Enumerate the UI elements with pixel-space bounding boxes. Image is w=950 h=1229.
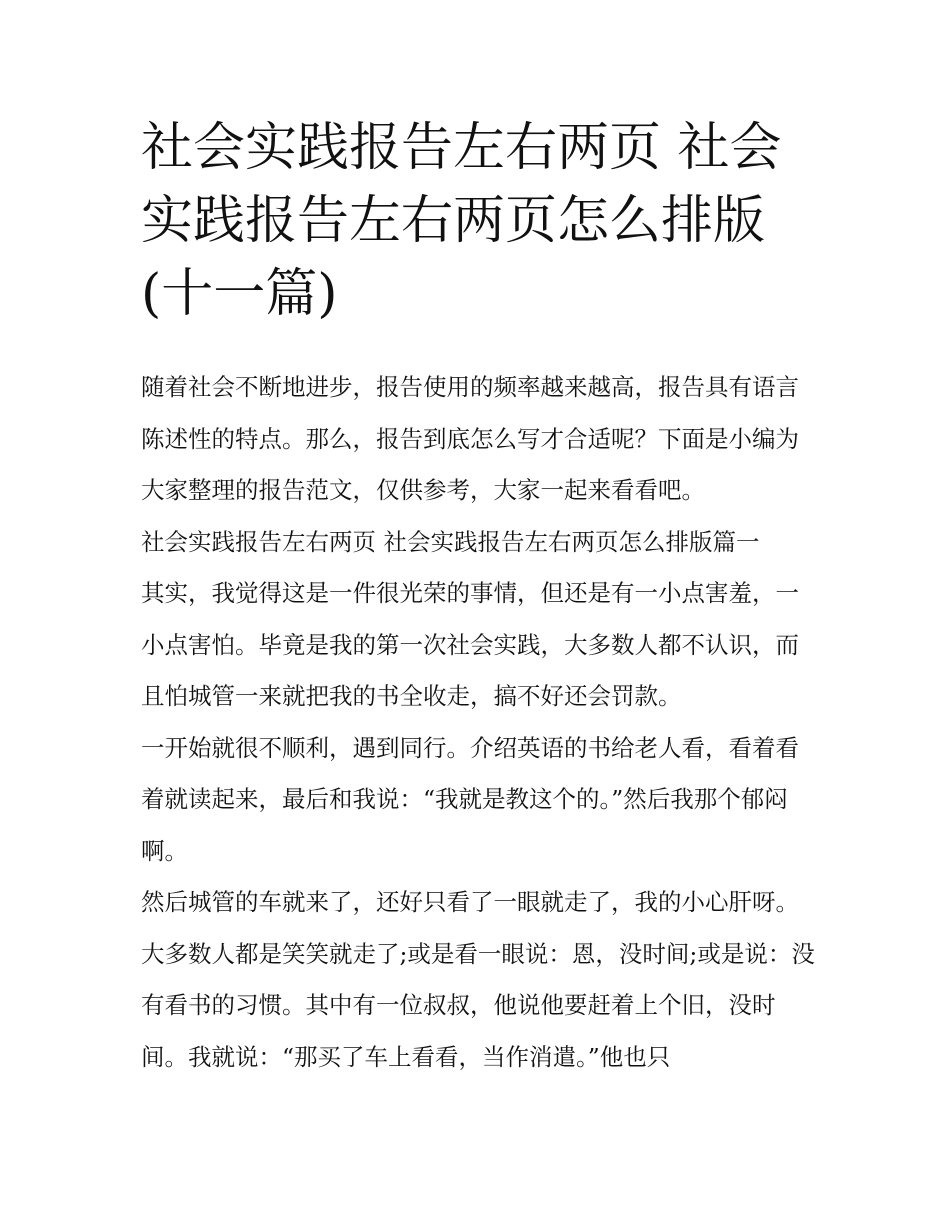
paragraph: 一开始就很不顺利，遇到同行。介绍英语的书给老人看，看着看着就读起来，最后和我说：“我就是教这个的。”然后我那个郁闷啊。 xyxy=(141,733,799,865)
document-title: 社会实践报告左右两页 社会实践报告左右两页怎么排版(十一篇) xyxy=(141,118,782,324)
paragraph: 然后城管的车就来了，还好只看了一眼就走了，我的小心肝呀。 xyxy=(141,888,799,916)
section-heading: 社会实践报告左右两页 社会实践报告左右两页怎么排版篇一 xyxy=(141,527,760,556)
paragraph: 其实，我觉得这是一件很光荣的事情，但还是有一小点害羞，一小点害怕。毕竟是我的第一次社会实践，大多数人都不认识，而且怕城管一来就把我的书全收走，搞不好还会罚款。 xyxy=(141,579,799,710)
document-body xyxy=(141,362,821,1083)
paragraph-intro: 随着社会不断地进步，报告使用的频率越来越高，报告具有语言陈述性的特点。那么，报告到底怎么写才合适呢？下面是小编为大家整理的报告范文，仅供参考，大家一起来看看吧。 xyxy=(141,373,799,504)
paragraph: 大多数人都是笑笑就走了;或是看一眼说：恩，没时间;或是说：没有看书的习惯。其中有一位叔叔，他说他要赶着上个旧，没时间。我就说：“那买了车上看看，当作消遣。”他也只 xyxy=(141,939,815,1071)
